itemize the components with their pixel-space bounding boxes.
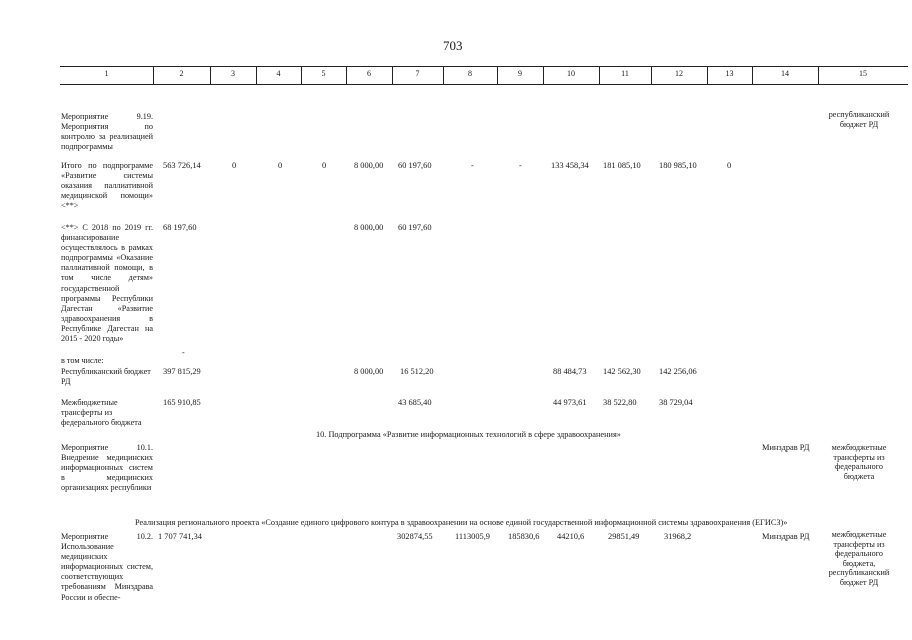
cell-m102-col11: 29851,49 xyxy=(608,532,640,541)
column-header: 13 xyxy=(725,69,734,78)
cell-note-col6: 8 000,00 xyxy=(354,223,384,232)
row-name-interbudget-transfers: Межбюджетные трансферты из федерального бюджета xyxy=(61,398,142,428)
cell-m102-executor: Минздрав РД xyxy=(762,532,810,541)
cell-m102-col12: 31968,2 xyxy=(664,532,692,541)
header-bottom-line xyxy=(60,84,908,85)
funding-source: межбюджетные трансферты из федерального бюджета, республиканский бюджет РД xyxy=(828,530,890,587)
column-header: 2 xyxy=(179,69,184,78)
cell-note-col7: 60 197,60 xyxy=(398,223,432,232)
cell-rb-col12: 142 256,06 xyxy=(659,367,697,376)
row-name-total: Итого по подпрограмме «Развитие системы оказания паллиативной медицинской помощи» <**> xyxy=(61,161,153,211)
cell-total-col2: 563 726,14 xyxy=(163,161,201,170)
column-header: 3 xyxy=(231,69,235,78)
cell-total-col12: 180 985,10 xyxy=(659,161,697,170)
column-header: 15 xyxy=(859,69,867,78)
subprogram-10-title: 10. Подпрограмма «Развитие информационных технологий в сфере здравоохранения» xyxy=(316,430,621,439)
page-number: 703 xyxy=(443,38,463,53)
cell-rb-col7: 16 512,20 xyxy=(400,367,434,376)
column-header: 6 xyxy=(367,69,371,78)
regional-project-title: Реализация регионального проекта «Создание единого цифрового контура в здравоохранении на основе единой государственной информационной системы здравоохранения (ЕГИСЗ)» xyxy=(135,518,788,527)
cell-mbt-col7: 43 685,40 xyxy=(398,398,432,407)
row-name-measure-9-19: Мероприятие 9.19. Мероприятия по контролю за реализацией подпрограммы xyxy=(61,112,153,152)
cell-m102-col2: 1 707 741,34 xyxy=(158,532,202,541)
column-header: 10 xyxy=(567,69,575,78)
cell-total-col10: 133 458,34 xyxy=(551,161,589,170)
cell-m102-col9: 185830,6 xyxy=(508,532,540,541)
column-header: 14 xyxy=(781,69,789,78)
cell-mbt-col2: 165 910,85 xyxy=(163,398,201,407)
cell-m102-col10: 44210,6 xyxy=(557,532,585,541)
funding-source: межбюджетные трансферты из федерального бюджета xyxy=(831,443,887,481)
dash-mark: - xyxy=(182,348,185,357)
column-header: 7 xyxy=(415,69,420,78)
cell-total-col3: 0 xyxy=(232,161,237,170)
cell-rb-col2: 397 815,29 xyxy=(163,367,201,376)
column-header: 12 xyxy=(675,69,683,78)
column-header: 4 xyxy=(276,69,281,78)
row-name-measure-10-1: Мероприятие 10.1. Внедрение медицинских информационных систем в медицинских организациях республики xyxy=(61,443,153,493)
cell-mbt-col12: 38 729,04 xyxy=(659,398,693,407)
row-name-including: в том числе: xyxy=(61,356,104,365)
cell-mbt-col10: 44 973,61 xyxy=(553,398,587,407)
cell-rb-col6: 8 000,00 xyxy=(354,367,384,376)
column-header: 5 xyxy=(321,69,326,78)
column-header: 1 xyxy=(104,69,109,78)
column-header: 9 xyxy=(518,69,522,78)
column-header: 8 xyxy=(468,69,472,78)
cell-total-col7: 60 197,60 xyxy=(398,161,432,170)
cell-total-col5: 0 xyxy=(322,161,327,170)
funding-source: республиканский бюджет РД xyxy=(828,110,890,129)
cell-total-col4: 0 xyxy=(278,161,283,170)
cell-rb-col10: 88 484,73 xyxy=(553,367,587,376)
cell-m102-col8: 1113005,9 xyxy=(455,532,490,541)
cell-total-col6: 8 000,00 xyxy=(354,161,384,170)
row-name-measure-10-2: Мероприятие 10.2. Использование медицинских информационных систем, соответствующих требованиям Минздрава России и обеспе- xyxy=(61,532,153,602)
cell-total-col9: - xyxy=(519,161,522,170)
header-top-line xyxy=(60,66,908,67)
cell-mbt-col11: 38 522,80 xyxy=(603,398,637,407)
cell-m102-col7: 302874,55 xyxy=(397,532,433,541)
cell-total-col11: 181 085,10 xyxy=(603,161,641,170)
row-name-note: <**> С 2018 по 2019 гг. финансирование осуществлялось в рамках подпрограммы «Оказание паллиативной помощи, в том числе детям» государственной программы Республики Дагестан «Развитие здравоохранения в Республике Дагестан на 2015 - 2020 годы» xyxy=(61,223,153,344)
column-header: 11 xyxy=(621,69,629,78)
cell-note-col2: 68 197,60 xyxy=(163,223,197,232)
cell-rb-col11: 142 562,30 xyxy=(603,367,641,376)
row-name-republican-budget: Республиканский бюджет РД xyxy=(61,367,151,387)
cell-total-col8: - xyxy=(471,161,474,170)
cell-m101-executor: Минздрав РД xyxy=(762,443,810,452)
cell-total-col13: 0 xyxy=(727,161,732,170)
